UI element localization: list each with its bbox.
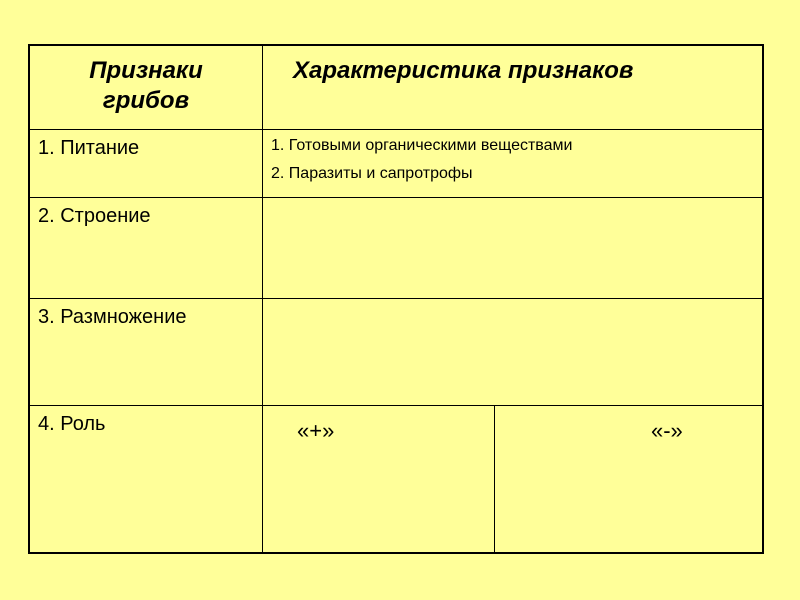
row-label-role: 4. Роль [38,413,106,435]
header-cell-traits [30,46,263,129]
row-label-cell [30,406,263,552]
row-role-cell [263,406,762,552]
header-traits-line2: грибов [102,87,190,114]
row-details-cell [263,130,762,197]
header-traits-line1: Признаки [89,57,203,84]
header-cell-characteristics [263,46,762,129]
table-row [30,130,762,198]
role-negative-label: «-» [651,418,683,443]
nutrition-detail-2: 2. Паразиты и сапротрофы [271,165,473,182]
table-row [30,406,762,552]
row-label-reproduction: 3. Размножение [38,306,187,328]
row-details-cell-empty [263,299,762,405]
table-header-row [30,46,762,130]
table-row [30,299,762,406]
row-label-structure: 2. Строение [38,205,151,227]
table-row [30,198,762,299]
row-label-cell [30,299,263,405]
row-label-cell [30,198,263,298]
row-details-cell-empty [263,198,762,298]
row-label-nutrition: 1. Питание [38,137,140,159]
header-traits-label [30,56,262,116]
role-column-divider [494,406,495,552]
traits-table [28,44,764,554]
role-positive-label: «+» [297,418,335,443]
header-characteristics-label: Характеристика признаков [293,57,634,84]
row-label-cell [30,130,263,197]
nutrition-detail-1: 1. Готовыми органическими веществами [271,137,573,154]
